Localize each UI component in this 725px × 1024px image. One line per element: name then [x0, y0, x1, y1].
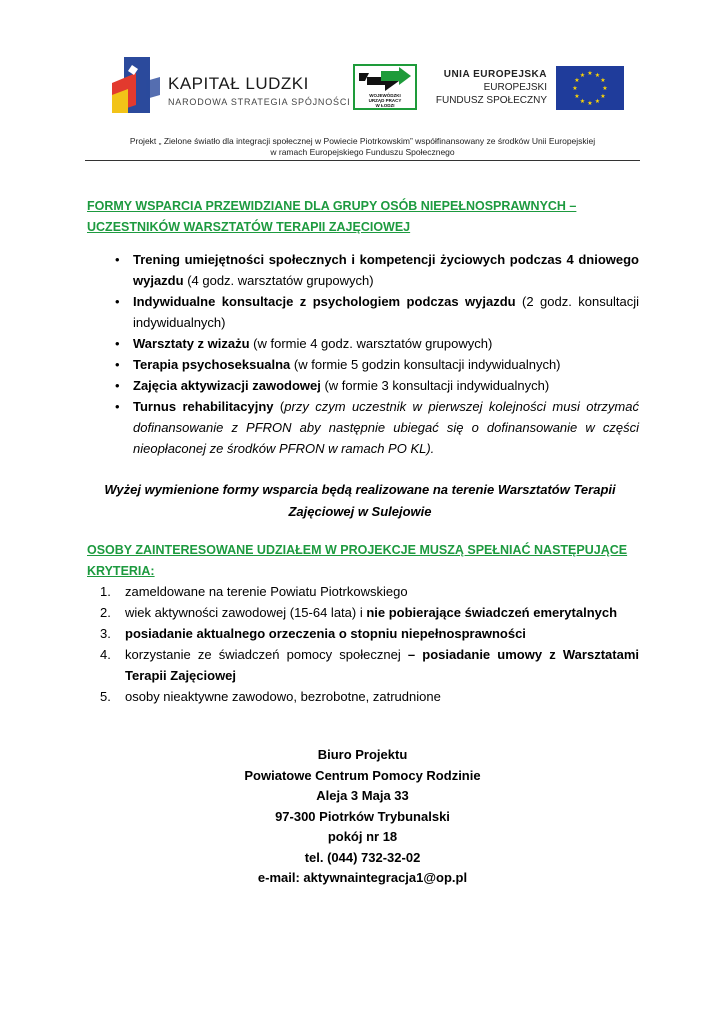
list-item: 4. korzystanie ze świadczeń pomocy społecznej – posiadanie umowy z Warsztatami Terapii Zajęciowej	[100, 647, 639, 683]
eu-line-1: UNIA EUROPEJSKA	[443, 69, 547, 80]
contact-email: e-mail: aktywnaintegracja1@op.pl	[257, 870, 468, 885]
header-divider	[85, 160, 640, 161]
list-item: 1. zameldowane na terenie Powiatu Piotrkowskiego	[100, 584, 408, 599]
list-item: • Warsztaty z wizażu (w formie 4 godz. warsztatów grupowych)	[115, 333, 639, 354]
location-note: Wyżej wymienione formy wsparcia będą realizowane na terenie Warsztatów Terapii Zajęciowej w Sulejowie	[104, 482, 616, 519]
contact-city: 97-300 Piotrków Trybunalski	[275, 808, 450, 824]
list-item: • Terapia psychoseksualna (w formie 5 godzin konsultacji indywidualnych)	[115, 354, 639, 375]
svg-text:★: ★	[600, 93, 606, 100]
svg-text:★: ★	[594, 98, 601, 105]
contact-institution: Powiatowe Centrum Pomocy Rodzinie	[244, 767, 481, 783]
list-item: • Zajęcia aktywizacji zawodowej (w formie 3 konsultacji indywidualnych)	[115, 375, 639, 396]
list-item: 5. osoby nieaktywne zawodowo, bezrobotne, zatrudnione	[100, 689, 441, 704]
section2-heading: OSOBY ZAINTERESOWANE UDZIAŁEM W PROJEKCJE MUSZĄ SPEŁNIAĆ NASTĘPUJĄCE KRYTERIA:	[87, 543, 628, 578]
kapital-subtitle: NARODOWA STRATEGIA SPÓJNOŚCI	[168, 97, 351, 107]
kapital-ludzki-logo-icon	[110, 55, 164, 115]
project-info	[85, 136, 640, 158]
wup-arrow-icon	[355, 67, 415, 93]
contact-office: Biuro Projektu	[317, 747, 408, 762]
kapital-ludzki-logo	[110, 55, 351, 115]
section1-heading: FORMY WSPARCIA PRZEWIDZIANE DLA GRUPY OSÓB NIEPEŁNOSPRAWNYCH – UCZESTNIKÓW WARSZTATÓW TERAPII ZAJĘCIOWEJ	[87, 199, 577, 234]
criteria-list	[100, 581, 639, 707]
svg-text:★: ★	[579, 98, 586, 105]
eu-line-2: EUROPEJSKI	[483, 82, 547, 93]
svg-text:★: ★	[587, 70, 593, 77]
svg-text:★: ★	[574, 93, 580, 100]
contact-room: pokój nr 18	[327, 829, 398, 844]
contact-street: Aleja 3 Maja 33	[316, 788, 409, 803]
wup-text: WOJEWÓDZKI URZĄD PRACY W ŁODZI	[368, 93, 402, 108]
svg-text:★: ★	[572, 85, 578, 92]
list-item: 3. posiadanie aktualnego orzeczenia o stopniu niepełnosprawności	[100, 626, 526, 641]
svg-text:★: ★	[602, 85, 608, 92]
svg-text:★: ★	[600, 77, 606, 84]
list-item: • Turnus rehabilitacyjny (przy czym uczestnik w pierwszej kolejności musi otrzymać dofinansowanie z PFRON aby następnie ubiegać się o dofinansowanie w części nieopłaconej ze środków PFRON w ramach PO KL).	[115, 396, 639, 459]
support-forms-list	[115, 249, 639, 459]
list-item: • Trening umiejętności społecznych i kompetencji życiowych podczas 4 dniowego wyjazdu (4 godz. warsztatów grupowych)	[115, 249, 639, 291]
svg-text:★: ★	[574, 77, 580, 84]
svg-text:★: ★	[587, 100, 593, 107]
project-line-2: w ramach Europejskiego Funduszu Społecznego	[270, 147, 455, 157]
wup-logo	[353, 64, 417, 110]
svg-text:★: ★	[579, 72, 586, 79]
eu-line-3: FUNDUSZ SPOŁECZNY	[435, 95, 547, 106]
eu-flag-icon	[556, 66, 624, 110]
kapital-title: KAPITAŁ LUDZKI	[168, 74, 309, 93]
contact-phone: tel. (044) 732-32-02	[304, 849, 421, 865]
list-item: • Indywidualne konsultacje z psychologiem podczas wyjazdu (2 godz. konsultacji indywidualnych)	[115, 291, 639, 333]
contact-block	[0, 745, 725, 889]
project-line-1: Projekt „ Zielone światło dla integracji społecznej w Powiecie Piotrkowskim” współfinansowany ze środków Unii Europejskiej	[129, 136, 596, 146]
eu-fund-text	[436, 68, 547, 107]
svg-text:★: ★	[594, 72, 601, 79]
list-item: 2. wiek aktywności zawodowej (15-64 lata) i nie pobierające świadczeń emerytalnych	[100, 605, 618, 620]
